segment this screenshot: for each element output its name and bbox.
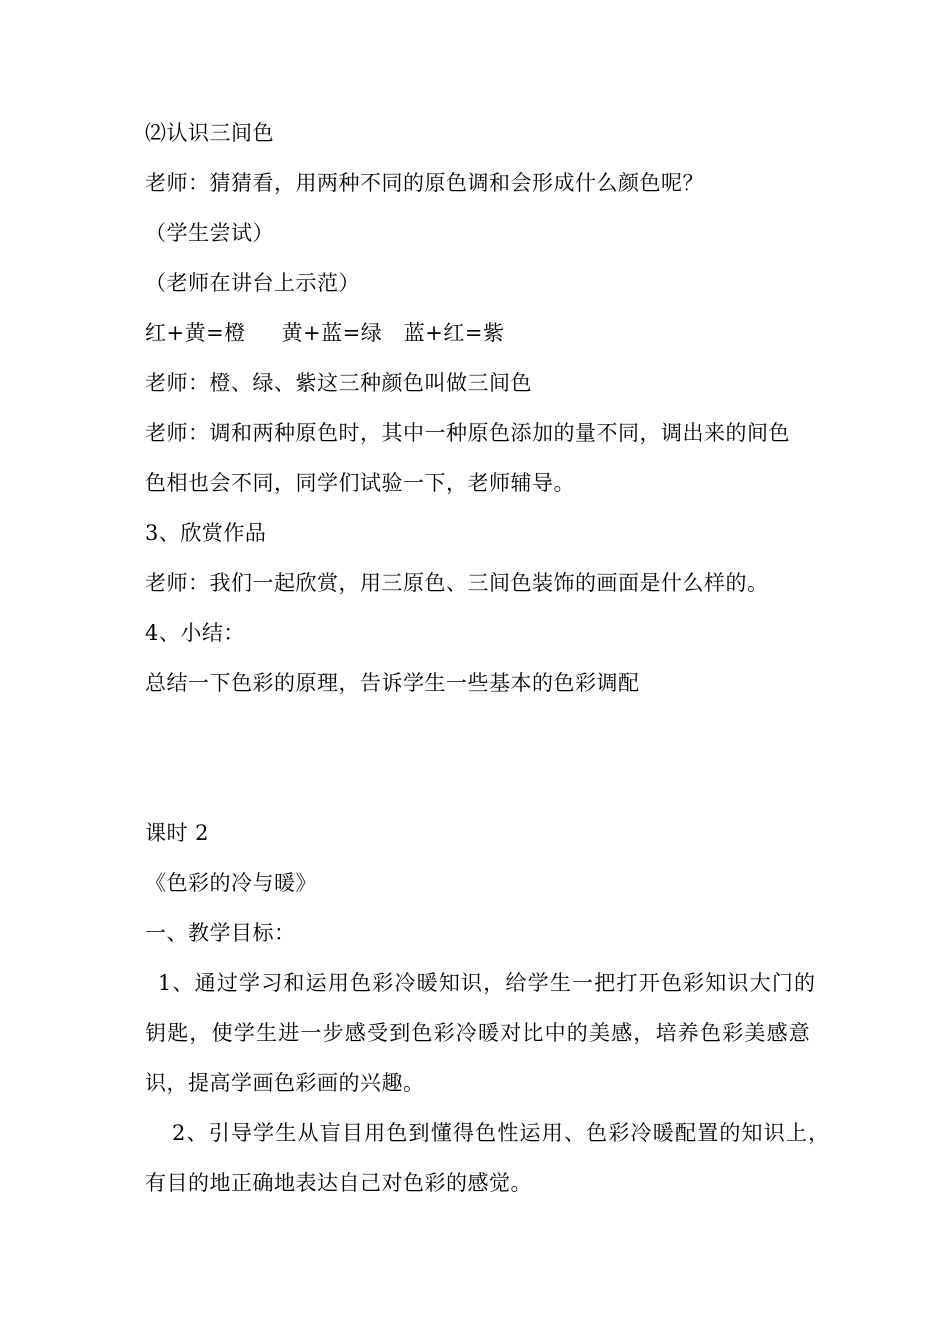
section-heading-secondary-colors: ⑵认识三间色 [145,121,274,145]
goal-2-line1: 2、引导学生从盲目用色到懂得色性运用、色彩冷暖配置的知识上， [172,1121,831,1145]
color-mixing-formulas: 红+黄=橙 黄+蓝=绿 蓝+红=紫 [145,321,505,345]
teaching-goals-heading: 一、教学目标： [145,921,296,945]
teacher-explanation: 老师：橙、绿、紫这三种颜色叫做三间色 [145,371,532,395]
goal-1-line3: 识，提高学画色彩画的兴趣。 [145,1071,425,1095]
teacher-mixing-note-line1: 老师：调和两种原色时，其中一种原色添加的量不同，调出来的间色 [145,421,790,445]
lesson-number: 课时 2 [145,821,210,845]
teacher-demo-note: （老师在讲台上示范） [145,271,360,295]
teacher-appreciation: 老师：我们一起欣赏，用三原色、三间色装饰的画面是什么样的。 [145,571,769,595]
section-heading-appreciate: 3、欣赏作品 [145,521,267,545]
goal-1-line1: 1、通过学习和运用色彩冷暖知识，给学生一把打开色彩知识大门的 [150,971,817,995]
goal-2-line2: 有目的地正确地表达自己对色彩的感觉。 [145,1171,532,1195]
section-heading-summary: 4、小结： [145,621,245,645]
goal-1-line2: 钥匙，使学生进一步感受到色彩冷暖对比中的美感，培养色彩美感意 [145,1021,811,1045]
teacher-question: 老师：猜猜看，用两种不同的原色调和会形成什么颜色呢？ [145,171,704,195]
student-attempt-note: （学生尝试） [145,221,274,245]
teacher-mixing-note-line2: 色相也会不同，同学们试验一下，老师辅导。 [145,471,575,495]
lesson-title: 《色彩的冷与暖》 [145,871,317,895]
summary-text: 总结一下色彩的原理，告诉学生一些基本的色彩调配 [145,671,640,695]
